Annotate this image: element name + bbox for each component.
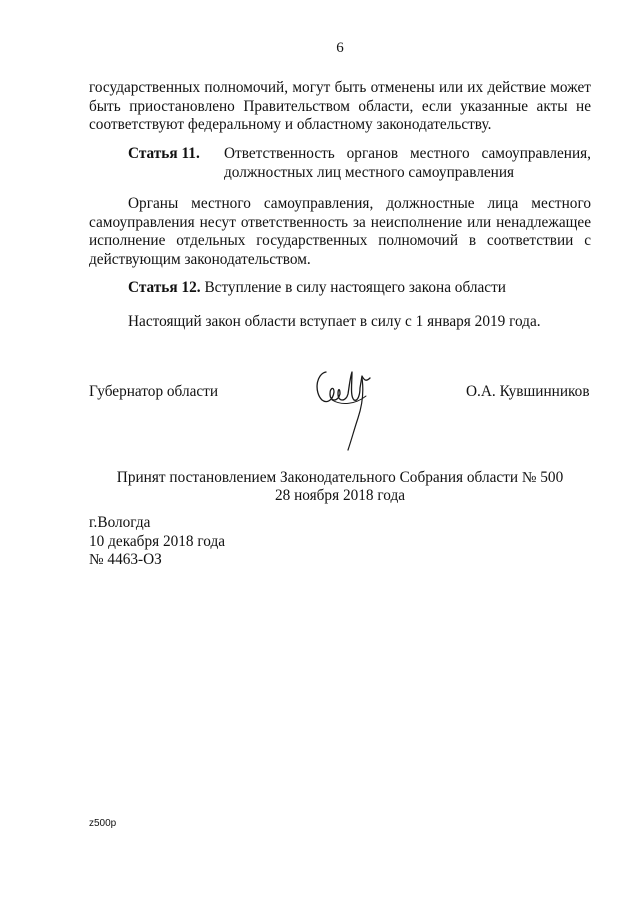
footer-code: z500p — [89, 818, 117, 829]
place-city: г.Вологда — [89, 514, 151, 531]
article-12-body: Настоящий закон области вступает в силу с 1 января 2019 года. — [128, 313, 541, 330]
governor-title: Губернатор области — [89, 383, 219, 400]
governor-signature — [312, 366, 382, 456]
article-11-label: Статья 11. — [128, 145, 200, 162]
article-11-body: Органы местного самоуправления, должностные лица местного самоуправления несут ответственность за неисполнение или ненадлежащее исполнение отдельных государственных полномочий в соответствии с действующим законодательством. — [89, 195, 591, 268]
law-number: № 4463-ОЗ — [89, 551, 162, 568]
article-11-heading — [128, 145, 591, 182]
article-12-title: Вступление в силу настоящего закона области — [204, 279, 506, 296]
article-11-title-line1: Ответственность органов местного самоуправления, — [224, 145, 591, 162]
article-12-label: Статья 12. — [128, 279, 201, 296]
article-11-title-line2: должностных лиц местного самоуправления — [224, 163, 515, 181]
page-number: 6 — [336, 40, 344, 56]
place-date: 10 декабря 2018 года — [89, 533, 226, 550]
adoption-line-1: Принят постановлением Законодательного Собрания области № 500 — [116, 469, 564, 486]
adoption-line-2: 28 ноября 2018 года — [274, 487, 406, 504]
article-12-heading — [128, 279, 591, 298]
intro-paragraph: государственных полномочий, могут быть отменены или их действие может быть приостановлено Правительством области, если указанные акты не соответствуют федеральному и областному законодательству. — [89, 79, 591, 133]
governor-name: О.А. Кувшинников — [466, 383, 590, 400]
